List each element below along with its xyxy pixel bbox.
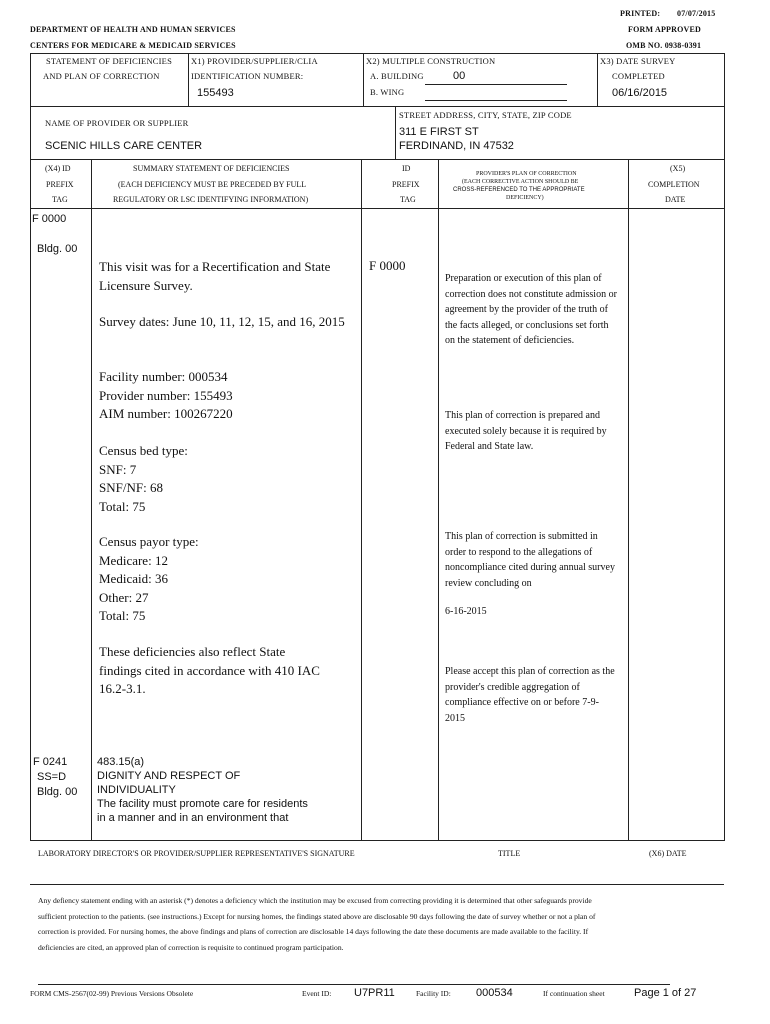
correction-paragraph: Preparation or execution of this plan of correction does not constitute admission or agreement by the provider of the truth of the facts alleged, or conclusions set forth on the statement of deficiencies. [445, 273, 617, 346]
regulation-text: in a manner and in an environment that [97, 812, 289, 824]
tag-prefix: F 0000 [32, 213, 67, 225]
col-x5-header: (X5) [670, 164, 686, 173]
signature-label: LABORATORY DIRECTOR'S OR PROVIDER/SUPPLIER REPRESENTATIVE'S SIGNATURE [38, 849, 355, 858]
divider [597, 53, 598, 107]
summary-paragraph: This visit was for a Recertification and State Licensure Survey. [99, 259, 331, 293]
page-number: Page 1 of 27 [634, 987, 697, 999]
footnote-line [38, 984, 670, 985]
col-summary-header: SUMMARY STATEMENT OF DEFICIENCIES [133, 164, 290, 173]
census-line: SNF/NF: 68 [99, 480, 163, 495]
facility-number: Facility number: 000534 [99, 369, 228, 384]
col-divider [91, 159, 92, 841]
divider [30, 159, 724, 160]
census-line: SNF: 7 [99, 461, 137, 477]
col-id-header: PREFIX [392, 180, 420, 189]
centers-name: CENTERS FOR MEDICARE & MEDICAID SERVICES [30, 41, 236, 50]
correction-paragraph: This plan of correction is submitted in order to respond to the allegations of noncompliance cited during annual survey review concluding on [445, 531, 615, 589]
regulation-title: DIGNITY AND RESPECT OF [97, 770, 241, 782]
col-summary-header: REGULATORY OR LSC IDENTIFYING INFORMATION) [113, 195, 309, 204]
correction-paragraph: Please accept this plan of correction as the provider's credible aggregation of compliance effective on or before 7-9-2015 [445, 666, 615, 724]
aim-number: AIM number: 100267220 [99, 406, 233, 421]
severity-tag: SS=D [37, 771, 67, 783]
x6-date-label: (X6) DATE [649, 849, 687, 858]
x3-label: X3) DATE SURVEY [600, 56, 676, 66]
survey-completed-date: 06/16/2015 [612, 87, 668, 99]
provider-name-label: NAME OF PROVIDER OR SUPPLIER [45, 118, 189, 128]
payor-line: Medicare: 12 [99, 552, 168, 568]
col-x5-header: DATE [665, 195, 686, 204]
regulation-title: INDIVIDUALITY [97, 784, 176, 796]
facility-id-label: Facility ID: [416, 989, 451, 998]
divider [363, 53, 364, 107]
tag-prefix: F 0241 [33, 756, 68, 768]
signature-bottom-line [30, 884, 724, 885]
regulation-number: 483.15(a) [97, 756, 145, 768]
statement-label: AND PLAN OF CORRECTION [43, 71, 160, 81]
building-underline [425, 84, 567, 85]
col-x4-header: (X4) ID [45, 164, 71, 173]
wing-underline [425, 100, 567, 101]
provider-number: Provider number: 155493 [99, 387, 233, 403]
col-divider [361, 159, 362, 841]
continuation-label: If continuation sheet [543, 989, 605, 998]
wing-label: B. WING [370, 87, 405, 97]
col-plan-header: (EACH CORRECTIVE ACTION SHOULD BE [462, 179, 579, 185]
divider [188, 53, 189, 107]
payor-line: Other: 27 [99, 589, 149, 605]
provider-id-number: 155493 [197, 87, 234, 99]
statement-label: STATEMENT OF DEFICIENCIES [46, 56, 173, 66]
col-divider [628, 159, 629, 841]
divider [30, 208, 724, 209]
col-id-header: TAG [400, 195, 416, 204]
disclaimer-footnote: Any defiency statement ending with an asterisk (*) denotes a deficiency which the institution may be excused from correcting providing it is determined that other safeguards provide sufficient protection to the patients. (see instructions.) Except for nursing homes, the findings stated above are disclosable 90 days following the date of survey whether or not a plan of correction is provided. For nursing homes, the above findings and plans of correction are disclosable 14 days following the date these documents are made available to the facility. If deficiencies are cited, an approved plan of correction is requisite to continued program participation. [38, 896, 596, 952]
col-plan-header: CROSS-REFERENCED TO THE APPROPRIATE [453, 187, 585, 193]
event-id-label: Event ID: [302, 989, 332, 998]
summary-paragraph: These deficiencies also reflect State findings cited in accordance with 410 IAC 16.2-3.1. [99, 644, 320, 696]
building-label: A. BUILDING [370, 71, 424, 81]
address-line-2: FERDINAND, IN 47532 [399, 140, 514, 152]
col-x4-header: TAG [52, 195, 68, 204]
left-border [30, 53, 31, 841]
col-x4-header: PREFIX [46, 180, 74, 189]
census-bed-type: Census bed type: [99, 443, 188, 458]
col-summary-header: (EACH DEFICIENCY MUST BE PRECEDED BY FULL [118, 180, 307, 189]
id-prefix-tag: F 0000 [369, 258, 406, 273]
building-tag: Bldg. 00 [37, 786, 78, 798]
printed-label: PRINTED: [620, 9, 661, 18]
divider [30, 106, 724, 107]
top-border [30, 53, 724, 54]
x3-label: COMPLETED [612, 71, 665, 81]
payor-line: Total: 75 [99, 608, 146, 623]
regulation-text: The facility must promote care for residents [97, 798, 308, 810]
col-divider [438, 159, 439, 841]
x1-label: X1) PROVIDER/SUPPLIER/CLIA [191, 56, 318, 66]
correction-date: 6-16-2015 [445, 606, 487, 617]
payor-line: Medicaid: 36 [99, 571, 168, 586]
divider [395, 106, 396, 160]
event-id: U7PR11 [354, 987, 395, 999]
census-payor-type: Census payor type: [99, 534, 199, 549]
x2-label: X2) MULTIPLE CONSTRUCTION [366, 56, 496, 66]
col-plan-header: DEFICIENCY) [506, 195, 544, 201]
grid-bottom-border [30, 840, 724, 841]
title-label: TITLE [498, 849, 521, 858]
col-plan-header: PROVIDER'S PLAN OF CORRECTION [476, 171, 577, 177]
census-line: Total: 75 [99, 498, 146, 514]
department-name: DEPARTMENT OF HEALTH AND HUMAN SERVICES [30, 25, 236, 34]
printed-date: 07/07/2015 [677, 9, 716, 18]
building-value: 00 [453, 70, 466, 82]
form-approved: FORM APPROVED [628, 25, 702, 34]
right-border [724, 53, 725, 841]
facility-id: 000534 [476, 987, 513, 999]
form-number: FORM CMS-2567(02-99) Previous Versions Obsolete [30, 989, 194, 998]
address-label: STREET ADDRESS, CITY, STATE, ZIP CODE [399, 110, 572, 120]
provider-name: SCENIC HILLS CARE CENTER [45, 140, 203, 152]
x1-label: IDENTIFICATION NUMBER: [191, 71, 304, 81]
col-id-header: ID [402, 164, 411, 173]
summary-paragraph: Survey dates: June 10, 11, 12, 15, and 16, 2015 [99, 314, 345, 329]
col-x5-header: COMPLETION [648, 180, 700, 189]
building-tag: Bldg. 00 [37, 243, 78, 255]
correction-paragraph: This plan of correction is prepared and executed solely because it is required by Federal and State law. [445, 410, 607, 452]
omb-number: OMB NO. 0938-0391 [626, 41, 702, 50]
address-line-1: 311 E FIRST ST [399, 126, 479, 138]
